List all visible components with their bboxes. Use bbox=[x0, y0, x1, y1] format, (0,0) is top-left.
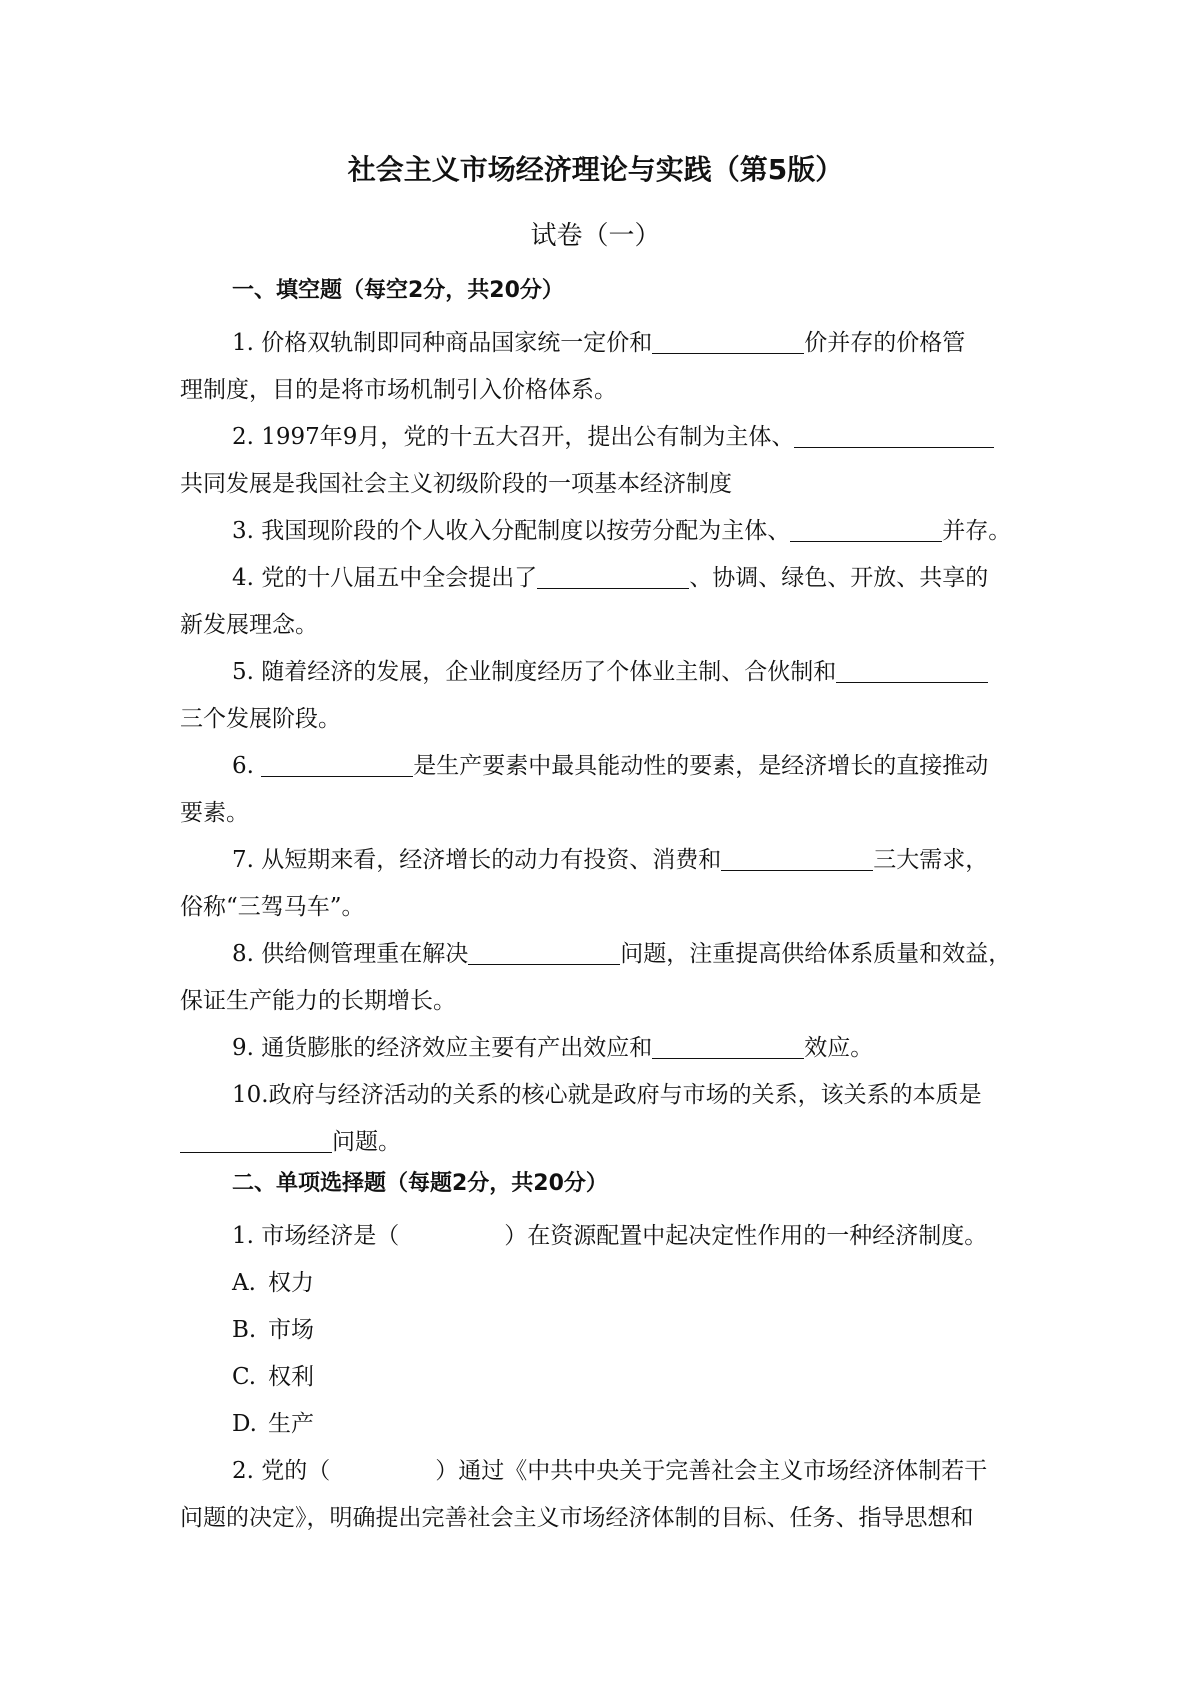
question-text: 三个发展阶段。 bbox=[180, 706, 341, 732]
choice-question-1 bbox=[180, 1213, 1020, 1260]
fill-blank-question-4 bbox=[180, 555, 1020, 649]
fill-blank-question-5 bbox=[180, 649, 1020, 743]
choice-option-b[interactable] bbox=[180, 1307, 1020, 1354]
answer-blank[interactable] bbox=[468, 937, 620, 965]
question-text: 6. bbox=[232, 753, 262, 779]
question-text: 2. 1997年9月，党的十五大召开，提出公有制为主体、 bbox=[232, 424, 795, 450]
question-text: 是生产要素中最具能动性的要素，是经济增长的直接推动 bbox=[413, 753, 989, 779]
answer-blank[interactable] bbox=[537, 561, 689, 589]
question-text: ）在资源配置中起决定性作用的一种经济制度。 bbox=[504, 1223, 988, 1249]
question-text: 理制度，目的是将市场机制引入价格体系。 bbox=[180, 377, 617, 403]
answer-blank[interactable] bbox=[721, 843, 873, 871]
option-key: A. bbox=[232, 1270, 256, 1296]
option-text: 权利 bbox=[268, 1364, 314, 1390]
fill-blank-question-2 bbox=[180, 414, 1020, 508]
fill-blank-question-9 bbox=[180, 1025, 1020, 1072]
option-key: C. bbox=[232, 1364, 257, 1390]
fill-blank-question-10 bbox=[180, 1072, 1020, 1166]
section-heading-fill-blank: 一、填空题（每空2分，共20分） bbox=[232, 278, 564, 303]
question-text: 1. 价格双轨制即同种商品国家统一定价和 bbox=[232, 330, 653, 356]
answer-blank[interactable] bbox=[180, 1125, 332, 1153]
answer-blank[interactable] bbox=[836, 655, 988, 683]
section-heading-single-choice: 二、单项选择题（每题2分，共20分） bbox=[232, 1171, 608, 1196]
answer-blank[interactable] bbox=[790, 514, 942, 542]
fill-blank-question-6 bbox=[180, 743, 1020, 837]
fill-blank-question-8 bbox=[180, 931, 1020, 1025]
question-text: 三大需求， bbox=[873, 847, 989, 873]
choice-question-2 bbox=[180, 1448, 1020, 1542]
answer-blank[interactable] bbox=[652, 326, 804, 354]
question-text: 2. 党的（ bbox=[232, 1458, 331, 1484]
question-text: 价并存的价格管 bbox=[804, 330, 966, 356]
answer-blank[interactable] bbox=[261, 749, 413, 777]
fill-blank-question-1 bbox=[180, 320, 1020, 414]
question-text: 俗称“三驾马车”。 bbox=[180, 894, 365, 920]
question-text: 10.政府与经济活动的关系的核心就是政府与市场的关系，该关系的本质是 bbox=[232, 1082, 982, 1108]
question-text: 效应。 bbox=[804, 1035, 874, 1061]
question-text: 新发展理念。 bbox=[180, 612, 318, 638]
choice-option-c[interactable] bbox=[180, 1354, 1020, 1401]
question-text: 并存。 bbox=[942, 518, 1012, 544]
question-text: 问题。 bbox=[332, 1129, 401, 1155]
question-text: 共同发展是我国社会主义初级阶段的一项基本经济制度 bbox=[180, 471, 732, 497]
option-key: D. bbox=[232, 1411, 257, 1437]
question-text: 5. 随着经济的发展，企业制度经历了个体业主制、合伙制和 bbox=[232, 659, 837, 685]
answer-blank[interactable] bbox=[794, 420, 994, 448]
question-text: 3. 我国现阶段的个人收入分配制度以按劳分配为主体、 bbox=[232, 518, 791, 544]
page-title: 社会主义市场经济理论与实践（第5版） bbox=[347, 153, 844, 186]
question-text: 保证生产能力的长期增长。 bbox=[180, 988, 456, 1014]
question-text: ）通过《中共中央关于完善社会主义市场经济体制若干 bbox=[435, 1458, 988, 1484]
option-text: 市场 bbox=[268, 1317, 314, 1343]
fill-blank-question-7 bbox=[180, 837, 1020, 931]
question-text: 、协调、绿色、开放、共享的 bbox=[689, 565, 989, 591]
option-text: 权力 bbox=[268, 1270, 314, 1296]
option-text: 生产 bbox=[268, 1411, 314, 1437]
choice-option-d[interactable] bbox=[180, 1401, 1020, 1448]
exam-content bbox=[180, 273, 1020, 1542]
option-key: B. bbox=[232, 1317, 257, 1343]
question-text: 7. 从短期来看，经济增长的动力有投资、消费和 bbox=[232, 847, 722, 873]
choice-option-a[interactable] bbox=[180, 1260, 1020, 1307]
page-subtitle: 试卷（一） bbox=[530, 221, 661, 251]
fill-blank-question-3 bbox=[180, 508, 1020, 555]
answer-blank[interactable] bbox=[652, 1031, 804, 1059]
question-text: 1. 市场经济是（ bbox=[232, 1223, 400, 1249]
question-text: 9. 通货膨胀的经济效应主要有产出效应和 bbox=[232, 1035, 653, 1061]
question-text: 要素。 bbox=[180, 800, 249, 826]
question-text: 问题的决定》，明确提出完善社会主义市场经济体制的目标、任务、指导思想和 bbox=[180, 1505, 974, 1531]
question-text: 问题，注重提高供给体系质量和效益， bbox=[620, 941, 1012, 967]
question-text: 8. 供给侧管理重在解决 bbox=[232, 941, 469, 967]
question-text: 4. 党的十八届五中全会提出了 bbox=[232, 565, 538, 591]
